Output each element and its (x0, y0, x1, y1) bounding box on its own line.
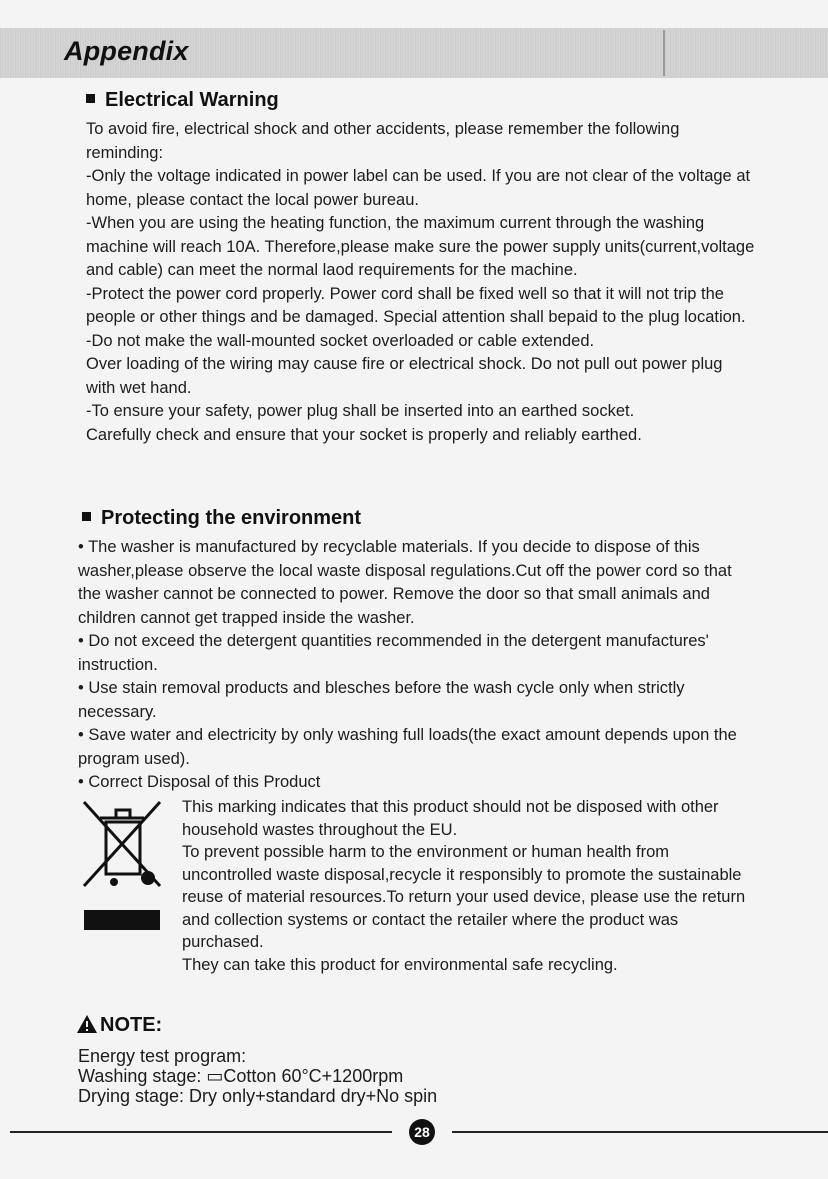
footer-rule-right (452, 1131, 828, 1133)
paragraph: To prevent possible harm to the environment or human health from uncontrolled waste disposal,recycle it responsibly to promote the sustainable reuse of material resources.To return your used device, please use the return and collection systems or contact the retailer where the product was purchased. (182, 843, 746, 951)
paragraph: -Do not make the wall-mounted socket overloaded or cable extended. (86, 331, 595, 350)
paragraph: -When you are using the heating function, the maximum current through the washing machine will reach 10A. Therefore,please make sure the power supply units(current,voltage and cable) can meet the normal laod requirements for the machine. (86, 214, 755, 279)
paragraph: • Use stain removal products and blesches before the wash cycle only when strictly necessary. (78, 679, 685, 721)
paragraph: -Only the voltage indicated in power label can be used. If you are not clear of the voltage at home, please contact the local power bureau. (86, 167, 751, 209)
paragraph: They can take this product for environmental safe recycling. (182, 955, 618, 974)
weee-black-bar (84, 910, 160, 930)
environment-body (78, 536, 748, 795)
paragraph: • Correct Disposal of this Product (78, 773, 321, 791)
paragraph: • Do not exceed the detergent quantities recommended in the detergent manufactures' instruction. (78, 632, 709, 674)
note-heading: NOTE: (76, 1014, 162, 1037)
paragraph: • Save water and electricity by only washing full loads(the exact amount depends upon the program used). (78, 726, 737, 768)
page-number: 28 (409, 1119, 435, 1145)
paragraph: -To ensure your safety, power plug shall be inserted into an earthed socket. (86, 402, 635, 420)
paragraph: Over loading of the wiring may cause fire or electrical shock. Do not pull out power plug with wet hand. (86, 355, 723, 397)
paragraph: • The washer is manufactured by recyclable materials. If you decide to dispose of this washer,please observe the local waste disposal regulations.Cut off the power cord so that the washer cannot be connected to power. Remove the door so that small animals and children cannot get trapped inside the washer. (78, 538, 732, 627)
electrical-warning-body (86, 118, 756, 447)
energy-line: Drying stage: Dry only+standard dry+No spin (78, 1086, 438, 1106)
crossed-out-bin-icon (78, 798, 166, 894)
weee-marking-text (182, 796, 762, 976)
page-title: Appendix (64, 36, 189, 66)
environment-heading: Protecting the environment (82, 507, 361, 530)
paragraph: To avoid fire, electrical shock and other accidents, please remember the following reminding: (86, 120, 680, 162)
paragraph: -Protect the power cord properly. Power cord shall be fixed well so that it will not trip the people or other things and be damaged. Special attention shall bepaid to the plug location. (86, 284, 746, 326)
energy-test-info (78, 1046, 437, 1106)
energy-line: Washing stage: ▭Cotton 60°C+1200rpm (78, 1066, 404, 1086)
paragraph: Carefully check and ensure that your socket is properly and reliably earthed. (86, 425, 642, 444)
warning-triangle-icon (76, 1014, 98, 1034)
bullet-square-icon (82, 512, 91, 521)
header-divider (663, 30, 665, 76)
energy-line: Energy test program: (78, 1046, 247, 1066)
paragraph: This marking indicates that this product should not be disposed with other household wastes throughout the EU. (182, 798, 719, 839)
bullet-square-icon (86, 94, 95, 103)
electrical-warning-heading: Electrical Warning (86, 89, 279, 112)
footer-rule-left (10, 1131, 392, 1133)
